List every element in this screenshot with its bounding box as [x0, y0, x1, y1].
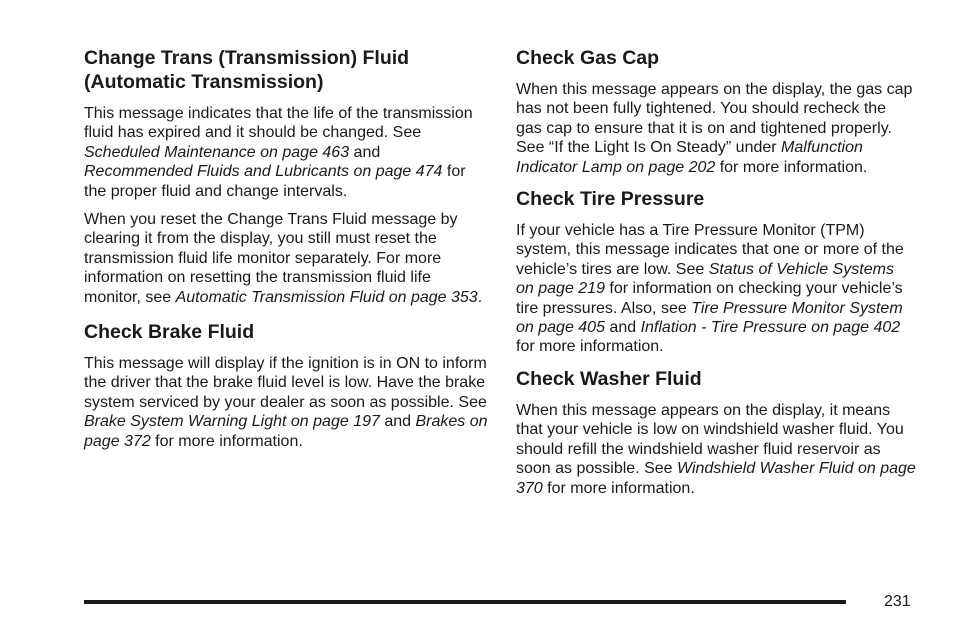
cross-reference: Malfunction Indicator Lamp on page 202 [516, 139, 863, 176]
text: This message indicates that the life of the transmission fluid has expired and it should be changed. See [84, 105, 473, 142]
paragraph [84, 104, 488, 201]
section-heading: Check Gas Cap [516, 47, 660, 69]
text: for more information. [542, 479, 695, 497]
section-heading: Check Washer Fluid [516, 367, 702, 390]
text: for the proper fluid and change intervals. [84, 163, 466, 200]
cross-reference: Inflation - Tire Pressure on page 402 [640, 319, 901, 337]
cross-reference: Tire Pressure Monitor System on page 405 [516, 299, 903, 337]
paragraph [516, 80, 916, 177]
cross-reference: Windshield Washer Fluid on page 370 [516, 460, 916, 497]
text: and [604, 319, 641, 337]
right-column [516, 46, 916, 508]
section-check-washer-fluid [516, 367, 916, 498]
cross-reference: Brakes on page 372 [84, 413, 488, 450]
text: When this message appears on the display, it means that your vehicle is low on windshield washer fluid. You should refill the windshield washer fluid reservoir as soon as possible. See [516, 401, 904, 478]
section-check-tire-pressure [516, 187, 916, 357]
text: When you reset the Change Trans Fluid message by clearing it from the display, you still must reset the transmission fluid life monitor separately. For more information on resetting the transmission fluid life monitor, see [84, 211, 458, 306]
text: for information on checking your vehicle’s tire pressures. Also, see [516, 280, 903, 317]
paragraph [516, 401, 916, 498]
cross-reference: Recommended Fluids and Lubricants on page 474 [84, 163, 443, 181]
paragraph [84, 210, 488, 307]
section-heading: Check Tire Pressure [516, 188, 705, 211]
section-heading: Check Brake Fluid [84, 321, 255, 344]
section-check-brake-fluid [84, 320, 488, 451]
section-change-trans-fluid [84, 46, 488, 307]
text: for more information. [516, 338, 664, 356]
cross-reference: Brake System Warning Light on page 197 [84, 413, 380, 431]
text: When this message appears on the display, the gas cap has not been fully tightened. You should recheck the gas cap to ensure that it is on and tightened properly. See “If the Light Is On Steady” under [516, 81, 913, 157]
paragraph [84, 354, 488, 451]
page-number: 231 [884, 593, 911, 610]
text: for more information. [715, 158, 868, 176]
left-column [84, 46, 488, 464]
cross-reference: Status of Vehicle Systems on page 219 [516, 260, 894, 298]
text: This message will display if the ignition is in ON to inform the driver that the brake fluid level is low. Have the brake system serviced by your dealer as soon as possible. See [84, 355, 487, 411]
text: and [349, 143, 381, 161]
text: and [379, 413, 416, 431]
text: for more information. [150, 432, 303, 450]
footer-rule [84, 600, 846, 604]
section-check-gas-cap [516, 46, 916, 177]
cross-reference: Scheduled Maintenance on page 463 [84, 143, 350, 161]
section-heading: Change Trans (Transmission) Fluid (Automatic Transmission) [84, 47, 410, 93]
paragraph [516, 221, 916, 357]
text: If your vehicle has a Tire Pressure Monitor (TPM) system, this message indicates that one or more of the vehicle’s tires are low. See [516, 222, 904, 278]
text: . [477, 288, 483, 306]
cross-reference: Automatic Transmission Fluid on page 353 [175, 288, 478, 306]
